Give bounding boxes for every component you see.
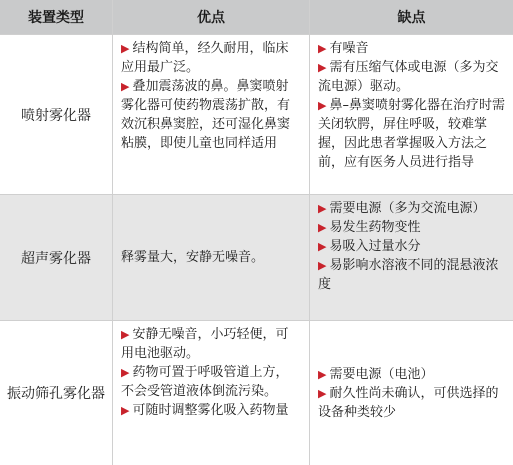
- column-divider: [112, 0, 113, 465]
- bullet-triangle-icon: ▶: [318, 202, 327, 215]
- bullet-triangle-icon: ▶: [318, 386, 327, 400]
- list-item: ▶ 药物可置于呼吸管道上方，不会受管道液体倒流污染。: [121, 365, 289, 399]
- bullet-triangle-icon: ▶: [318, 42, 327, 55]
- bullet-triangle-icon: ▶: [318, 99, 327, 112]
- device-type-cell: 振动筛孔雾化器: [7, 386, 105, 402]
- list-item: ▶ 有噪音: [318, 41, 369, 56]
- bullet-triangle-icon: ▶: [121, 404, 130, 417]
- disadvantages-cell: [310, 35, 513, 194]
- list-item: ▶ 耐久性尚未确认，可供选择的设备种类较少: [318, 385, 499, 420]
- list-item: ▶ 需要电源（多为交流电源）: [318, 201, 486, 216]
- list-item: ▶ 鼻–鼻窦喷射雾化器在治疗时需关闭软腭，屏住呼吸，较难掌握，因此患者掌握吸入方法之前，应有医务人员进行指导: [318, 98, 505, 170]
- list-item: 释雾量大，安静无噪音。: [121, 250, 265, 265]
- header-advantages: 优点: [197, 10, 225, 26]
- header-disadvantages: 缺点: [397, 10, 426, 26]
- table-row: [0, 195, 513, 320]
- device-type-cell: 超声雾化器: [21, 250, 91, 267]
- bullet-triangle-icon: ▶: [318, 367, 327, 381]
- list-item: ▶ 易发生药物变性: [318, 220, 421, 235]
- list-item: ▶ 可随时调整雾化吸入药物量: [121, 403, 289, 418]
- bullet-triangle-icon: ▶: [121, 328, 130, 341]
- list-item: ▶ 易影响水溶液不同的混悬液浓度: [318, 258, 499, 292]
- bullet-triangle-icon: ▶: [121, 366, 130, 379]
- advantages-cell: [113, 35, 309, 194]
- row-divider: [0, 194, 513, 195]
- bullet-triangle-icon: ▶: [318, 259, 327, 272]
- list-item: ▶ 需有压缩气体或电源（多为交流电源）驱动。: [318, 60, 499, 94]
- row-divider: [0, 34, 513, 35]
- column-divider: [309, 0, 310, 465]
- table-row: [0, 35, 513, 194]
- bullet-triangle-icon: ▶: [121, 80, 130, 93]
- table-header-row: [0, 0, 513, 34]
- list-item: ▶ 易吸入过量水分: [318, 239, 421, 254]
- device-type-cell: 喷射雾化器: [21, 107, 91, 124]
- list-item: ▶ 安静无噪音，小巧轻便，可用电池驱动。: [121, 327, 289, 361]
- disadvantages-cell: [310, 195, 513, 320]
- table-row: [0, 321, 513, 465]
- disadvantages-cell: [310, 321, 513, 465]
- row-divider: [0, 320, 513, 321]
- bullet-triangle-icon: ▶: [318, 221, 327, 234]
- list-item: ▶ 叠加震荡波的鼻。鼻窦喷射雾化器可使药物震荡扩散，有效沉积鼻窦腔，还可湿化鼻窦粘膜，即使儿童也同样适用: [121, 79, 291, 151]
- list-item: ▶ 结构简单，经久耐用，临床应用最广泛。: [121, 41, 289, 75]
- advantages-cell: [113, 321, 309, 465]
- header-device-type: 装置类型: [28, 10, 84, 26]
- bullet-triangle-icon: ▶: [121, 42, 130, 55]
- list-item: ▶ 需要电源（电池）: [318, 366, 434, 382]
- bullet-triangle-icon: ▶: [318, 61, 327, 74]
- bullet-triangle-icon: ▶: [318, 240, 327, 253]
- advantages-cell: [113, 195, 309, 320]
